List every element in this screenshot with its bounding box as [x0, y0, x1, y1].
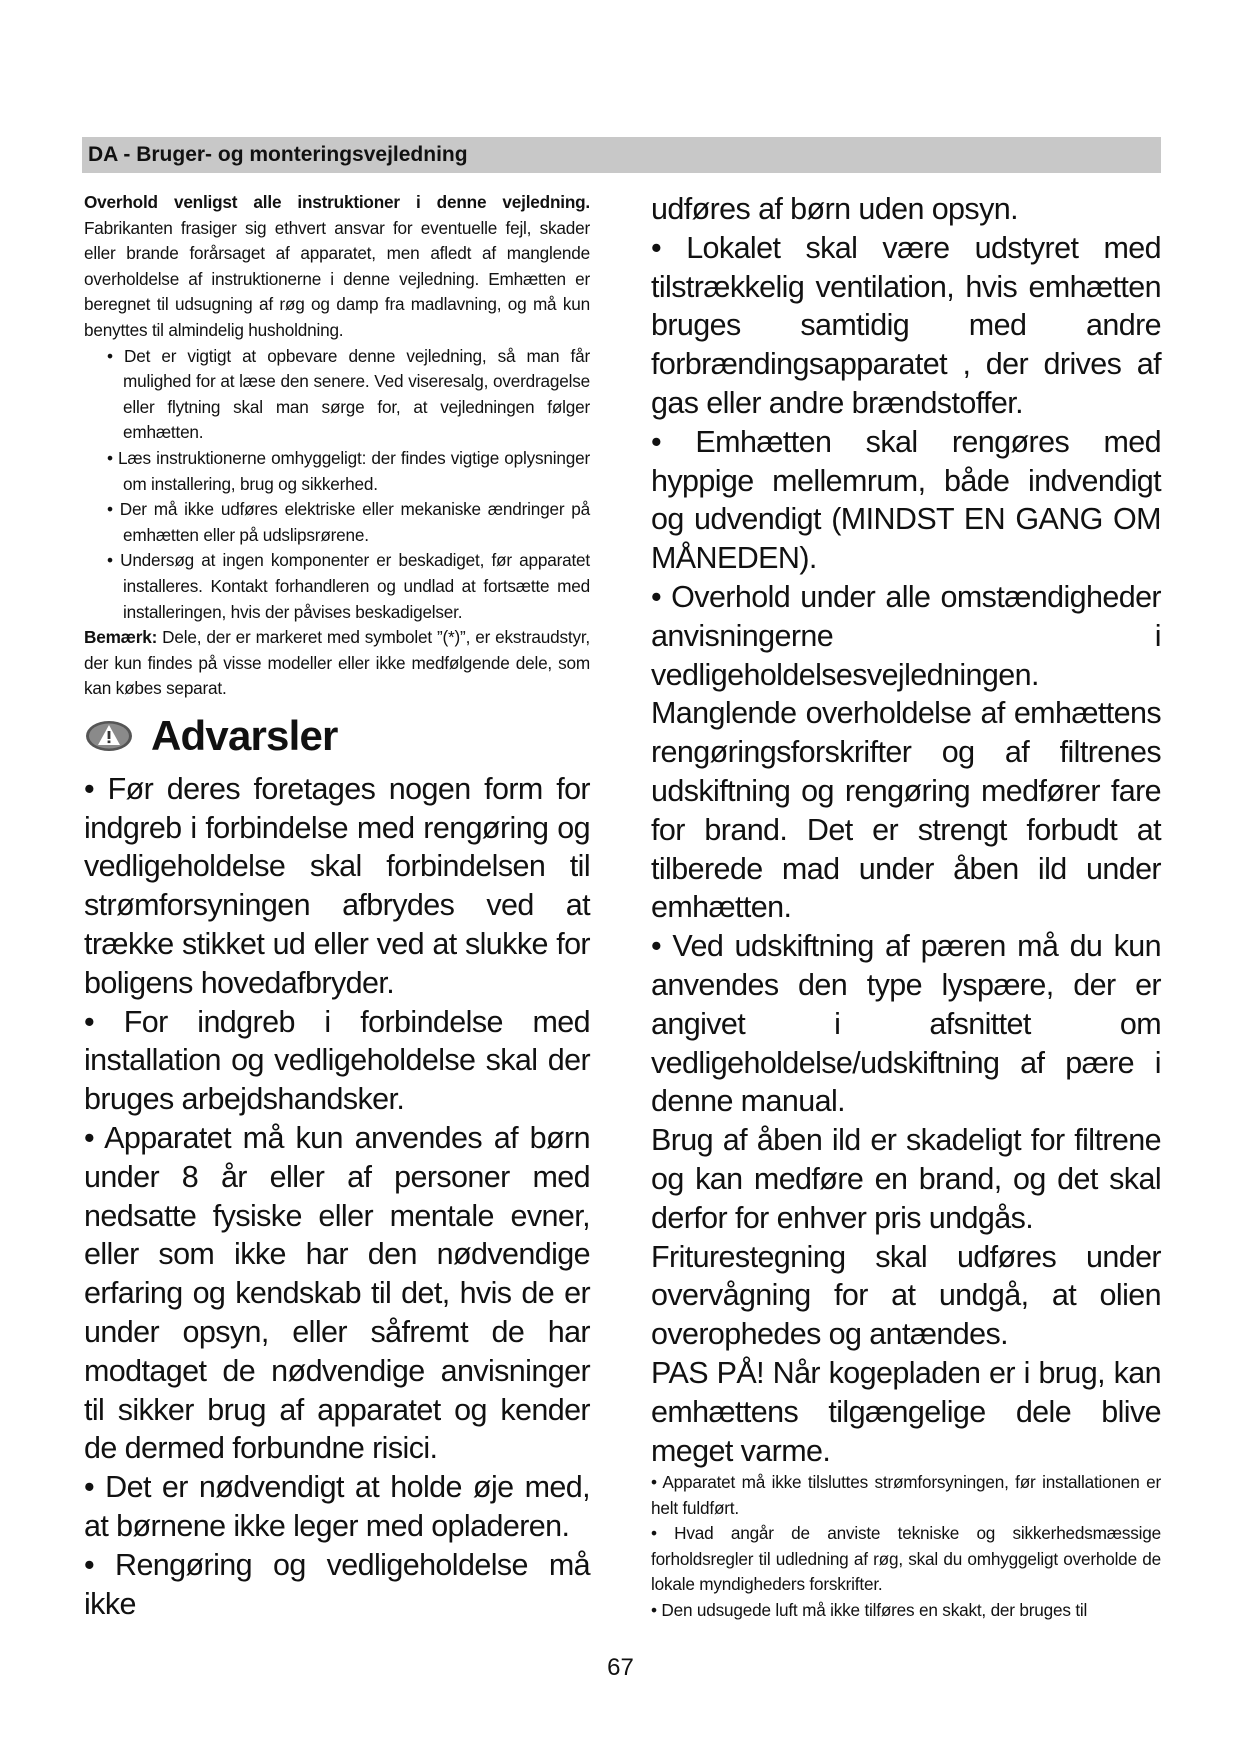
- warning-paragraph: • Emhætten skal rengøres med hyppige mellemrum, både indvendigt og udvendigt (MINDST EN GANG OM MÅNEDEN).: [651, 424, 1161, 576]
- list-item: • Undersøg at ingen komponenter er beskadiget, før apparatet installeres. Kontakt forhandleren og undlad at fortsætte med installeringen, hvis der påvises beskadigelser.: [107, 550, 590, 622]
- list-item: • Der må ikke udføres elektriske eller mekaniske ændringer på emhætten eller på udslipsrørene.: [107, 499, 590, 545]
- intro-paragraph: [84, 190, 590, 344]
- list-item: • Læs instruktionerne omhyggeligt: der findes vigtige oplysninger om installering, brug og sikkerhed.: [107, 447, 590, 494]
- warning-paragraph: • Det er nødvendigt at holde øje med, at børnene ikke leger med opladeren.: [84, 1470, 590, 1544]
- warning-paragraph: Manglende overholdelse af emhættens rengøringsforskrifter og af filtrenes udskiftning og rengøring medfører fare for brand. Det er strengt forbudt at tilberede mad under åben ild under emhætten.: [651, 696, 1161, 925]
- note-label: Bemærk:: [84, 627, 158, 648]
- warning-paragraph: udføres af børn uden opsyn.: [651, 192, 1018, 226]
- section-title: DA - Bruger- og monteringsvejledning: [88, 143, 468, 166]
- right-column: [651, 190, 1161, 1623]
- warning-paragraph: PAS PÅ! Når kogepladen er i brug, kan emhættens tilgængelige dele blive meget varme.: [651, 1355, 1161, 1468]
- list-item: • Den udsugede luft må ikke tilføres en skakt, der bruges til: [651, 1599, 1088, 1620]
- warning-paragraph: • Før deres foretages nogen form for indgreb i forbindelse med rengøring og vedligeholdelse skal forbindelsen til strømforsyningen afbrydes ved at trække stikket ud eller ved at slukke for boligens hovedafbryder.: [84, 771, 590, 1000]
- warnings-heading: [84, 704, 590, 768]
- list-item: • Apparatet må ikke tilsluttes strømforsyningen, før installationen er helt fuldført.: [651, 1472, 1161, 1518]
- warning-paragraph: • Ved udskiftning af pæren må du kun anvendes den type lyspære, der er angivet i afsnittet om vedligeholdelse/udskiftning af pære i denne manual.: [651, 929, 1161, 1119]
- intro-bold-text: Overhold venligst alle instruktioner i denne vejledning.: [84, 192, 590, 212]
- left-column: [84, 190, 590, 1623]
- list-item: • Det er vigtigt at opbevare denne vejledning, så man får mulighed for at læse den senere. Ved viseresalg, overdragelse eller flytning skal man sørge for, at vejledningen følger emhætten.: [107, 345, 590, 443]
- intro-text: Fabrikanten frasiger sig ethvert ansvar for eventuelle fejl, skader eller brande forårsaget af apparatet, men afledt af manglende overholdelse af instruktionerne i denne vejledning. Emhætten er beregnet til udsugning af røg og damp fra madlavning, og må kun benyttes til almindelig husholdning.: [84, 217, 590, 340]
- warning-paragraph: • Rengøring og vedligeholdelse må ikke: [84, 1547, 590, 1621]
- warning-paragraph: • Lokalet skal være udstyret med tilstrækkelig ventilation, hvis emhætten bruges samtidig med andre forbrændingsapparatet , der drives af gas eller andre brændstoffer.: [651, 230, 1161, 420]
- warning-paragraph: • Overhold under alle omstændigheder anvisningerne i vedligeholdelsesvejledningen.: [651, 579, 1161, 692]
- warnings-title: Advarsler: [151, 711, 338, 759]
- warning-paragraph: • For indgreb i forbindelse med installation og vedligeholdelse skal der bruges arbejdshandsker.: [84, 1004, 590, 1117]
- note-paragraph: [84, 625, 590, 702]
- note-text: Dele, der er markeret med symbolet ”(*)”, er ekstraudstyr, der kun findes på visse modeller eller ikke medfølgende dele, som kan købes separat.: [84, 627, 590, 699]
- list-item: • Hvad angår de anviste tekniske og sikkerhedsmæssige forholdsregler til udledning af røg, skal du omhyggeligt overholde de lokale myndigheders forskrifter.: [651, 1523, 1161, 1595]
- warning-paragraph: Brug af åben ild er skadeligt for filtrene og kan medføre en brand, og det skal derfor for enhver pris undgås.: [651, 1123, 1161, 1235]
- page-number: 67: [607, 1654, 634, 1681]
- warning-icon: [85, 720, 133, 752]
- warning-paragraph: • Apparatet må kun anvendes af børn under 8 år eller af personer med nedsatte fysiske eller mentale evner, eller som ikke har den nødvendige erfaring og kendskab til det, hvis de er under opsyn, eller såfremt de har modtaget de nødvendige anvisninger til sikker brug af apparatet og kender de dermed forbundne risici.: [84, 1121, 590, 1466]
- warning-paragraph: Friturestegning skal udføres under overvågning for at undgå, at olien overophedes og antændes.: [651, 1239, 1161, 1352]
